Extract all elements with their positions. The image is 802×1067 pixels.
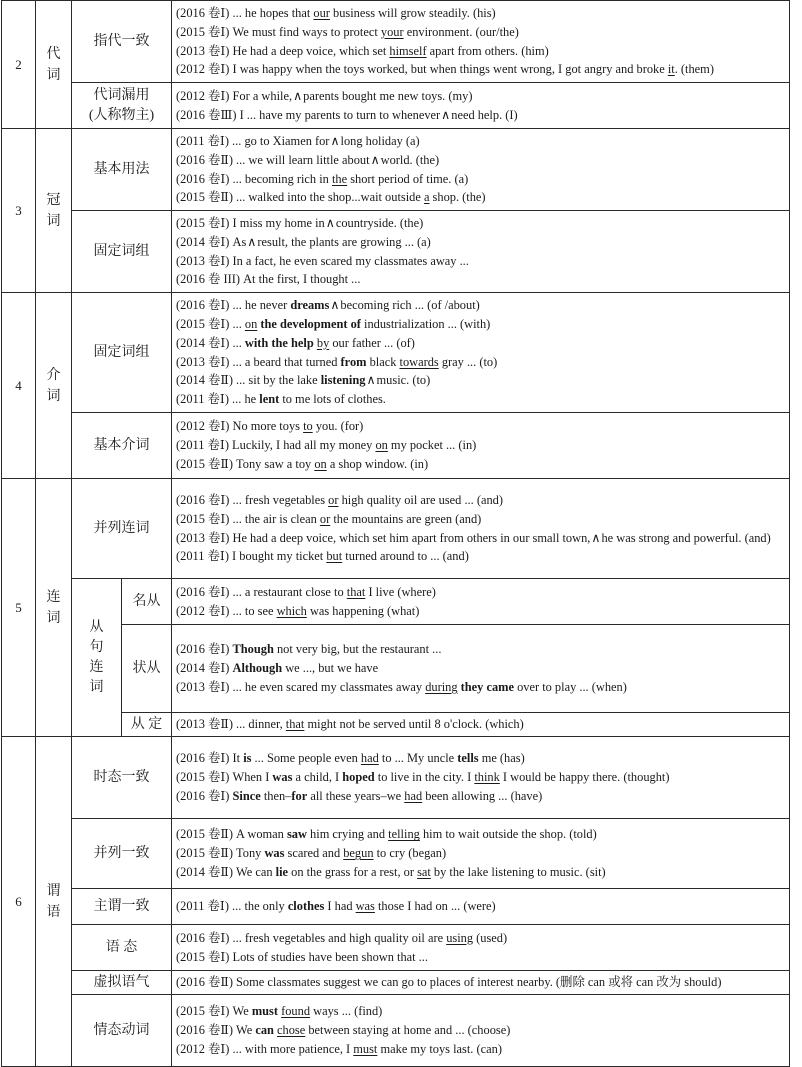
example-text: shop. (the)	[429, 190, 486, 205]
clause-group-label	[72, 579, 122, 737]
example-text: (2012 卷Ⅰ) For a while,	[176, 88, 293, 103]
example-text: music. (to)	[376, 373, 431, 388]
example-text: on the grass for a rest, or	[288, 864, 418, 879]
example-line	[176, 132, 787, 151]
error-word: using	[446, 930, 474, 945]
example-text: high quality oil are used ... (and)	[338, 492, 503, 507]
example-line	[176, 863, 787, 882]
examples-cell	[172, 1, 790, 83]
example-line	[176, 825, 787, 844]
example-line	[176, 659, 787, 678]
example-text: we ..., but we have	[282, 661, 379, 676]
example-line	[176, 948, 787, 967]
example-text: . (them)	[674, 62, 714, 77]
section-number: 4	[2, 293, 36, 479]
example-text: (2015 卷Ⅱ) Tony	[176, 846, 265, 861]
example-line	[176, 510, 787, 529]
error-word: must	[353, 1041, 378, 1056]
key-word: Since	[232, 788, 261, 803]
examples-cell	[172, 579, 790, 625]
section-number: 3	[2, 129, 36, 293]
example-text: to ... My uncle	[378, 751, 458, 766]
example-text: long holiday (a)	[340, 133, 420, 148]
example-text: (2012 卷Ⅰ) ... with more patience, I	[176, 1041, 354, 1056]
key-word: the development of	[260, 316, 361, 331]
subcategory-label	[72, 129, 172, 211]
example-text: I live (where)	[365, 584, 436, 599]
key-word: listening	[320, 373, 366, 388]
insert-caret-icon: ∧	[293, 88, 303, 103]
example-text: (2013 卷Ⅰ) In a fact, he even scared my classmates away ...	[176, 253, 469, 268]
example-line	[176, 106, 787, 125]
example-text: (2016 卷Ⅰ) ... he hopes that	[176, 5, 314, 20]
group-char: 连	[89, 659, 104, 675]
grammar-error-table	[1, 0, 790, 1067]
example-text: need help. (I)	[451, 107, 518, 122]
example-text: gray ... (to)	[438, 354, 498, 369]
table-row	[2, 995, 790, 1067]
label-char: 状	[132, 661, 147, 676]
example-text: (2016 卷Ⅰ) ... fresh vegetables and high quality oil are	[176, 930, 447, 945]
category-char: 词	[46, 67, 61, 83]
example-text: industrialization ... (with)	[360, 316, 491, 331]
table-body	[2, 1, 790, 1067]
example-text: to live in the city. I	[374, 770, 475, 785]
examples-cell	[172, 889, 790, 925]
example-text: (2014 卷Ⅰ)	[176, 661, 233, 676]
example-text: world. (the)	[380, 152, 440, 167]
example-text: short period of time. (a)	[347, 171, 469, 186]
example-line	[176, 1021, 787, 1040]
error-word: that	[346, 584, 366, 599]
category-char: 词	[46, 213, 61, 229]
example-text: (2012 卷Ⅰ) I was happy when the toys worked, but when things went wrong, I got angry and broke	[176, 62, 668, 77]
error-word: was	[355, 899, 375, 914]
subcategory-label	[72, 889, 172, 925]
example-text: (2016 卷Ⅰ) ... a restaurant close to	[176, 584, 347, 599]
clause-type-label	[122, 713, 172, 737]
category-char: 词	[46, 388, 61, 404]
example-text: (2013 卷Ⅰ) ... he even scared my classmates away	[176, 679, 426, 694]
example-text: all these years–we	[307, 788, 405, 803]
example-line	[176, 583, 787, 602]
example-text: (used)	[473, 930, 508, 945]
example-line	[176, 233, 787, 252]
example-text: (2015 卷Ⅰ) I miss my home in	[176, 215, 325, 230]
example-line	[176, 23, 787, 42]
example-line	[176, 417, 787, 436]
example-line	[176, 87, 787, 106]
label-line: 虚拟语气	[93, 974, 150, 990]
label-line: 时态一致	[93, 769, 150, 785]
example-text: I had	[324, 899, 356, 914]
error-word: on	[314, 456, 327, 471]
error-word: telling	[388, 827, 420, 842]
insert-caret-icon: ∧	[330, 133, 340, 148]
example-text: (2016 卷Ⅲ) I ... have my parents to turn to whenever	[176, 107, 441, 122]
example-text: (2015 卷Ⅱ) ... walked into the shop...wait outside	[176, 190, 424, 205]
subcategory-label	[72, 211, 172, 293]
table-row	[2, 413, 790, 479]
key-word: was	[264, 846, 285, 861]
example-text: (2014 卷Ⅰ) As	[176, 234, 247, 249]
label-line: 基本用法	[93, 161, 150, 177]
key-word: lie	[275, 864, 289, 879]
examples-cell	[172, 211, 790, 293]
category-char: 语	[46, 904, 61, 920]
example-text: might not be served until 8 o'clock. (which)	[304, 717, 524, 732]
label-line: (人称物主)	[88, 107, 155, 123]
category-char: 连	[46, 589, 61, 605]
example-line	[176, 787, 787, 806]
example-text: (2014 卷Ⅱ) We can	[176, 864, 276, 879]
example-text: him crying and	[306, 827, 389, 842]
table-row	[2, 83, 790, 129]
example-text: (2011 卷Ⅰ) ... the only	[176, 899, 288, 914]
example-line	[176, 353, 787, 372]
example-text: ways ... (find)	[310, 1004, 383, 1019]
table-row	[2, 293, 790, 413]
example-text: (2014 卷Ⅱ) ... sit by the lake	[176, 373, 321, 388]
example-text: (2013 卷Ⅰ) He had a deep voice, which set him apart from others in our small town,	[176, 530, 591, 545]
example-text: (2016 卷Ⅱ) ... we will learn little about	[176, 152, 370, 167]
example-line	[176, 4, 787, 23]
example-text: my pocket ... (in)	[387, 438, 477, 453]
insert-caret-icon: ∧	[441, 107, 451, 122]
example-text: was happening (what)	[306, 603, 420, 618]
example-text: (2015 卷Ⅱ) Tony saw a toy	[176, 456, 315, 471]
example-text: apart from others. (him)	[426, 43, 549, 58]
subcategory-label	[72, 971, 172, 995]
example-text: (2015 卷Ⅰ) ... the air is clean	[176, 511, 320, 526]
example-text: (2013 卷Ⅱ) ... dinner,	[176, 717, 286, 732]
example-line	[176, 60, 787, 79]
error-word: had	[404, 788, 423, 803]
example-line	[176, 270, 787, 289]
example-line	[176, 214, 787, 233]
example-line	[176, 436, 787, 455]
key-word: tells	[457, 751, 479, 766]
example-text: countryside. (the)	[335, 215, 424, 230]
example-line	[176, 640, 787, 659]
label-line: 基本介词	[93, 437, 150, 453]
example-text: (2013 卷Ⅰ) ... a beard that turned	[176, 354, 341, 369]
category-char: 词	[46, 610, 61, 626]
example-line	[176, 1002, 787, 1021]
example-line	[176, 929, 787, 948]
example-text: (2016 卷Ⅰ) ... fresh vegetables	[176, 492, 329, 507]
example-text: (2016 卷Ⅰ)	[176, 642, 233, 657]
example-line	[176, 547, 787, 566]
example-text: (2015 卷Ⅰ) We must find ways to protect	[176, 24, 381, 39]
example-line	[176, 749, 787, 768]
example-text: over to play ... (when)	[513, 679, 627, 694]
table-row	[2, 971, 790, 995]
section-category	[36, 1, 72, 129]
example-line	[176, 188, 787, 207]
examples-cell	[172, 413, 790, 479]
example-text: (2012 卷Ⅰ) ... to see	[176, 603, 277, 618]
error-word: but	[326, 549, 343, 564]
examples-cell	[172, 293, 790, 413]
example-text: (2016 卷Ⅰ)	[176, 788, 233, 803]
example-line	[176, 715, 787, 734]
example-text: then–	[260, 788, 292, 803]
example-text: he was strong and powerful. (and)	[601, 530, 771, 545]
insert-caret-icon: ∧	[591, 530, 601, 545]
label-line: 固定词组	[93, 243, 150, 259]
example-text: ... Some people even	[251, 751, 361, 766]
insert-caret-icon: ∧	[366, 373, 376, 388]
error-word: the	[331, 171, 348, 186]
group-char: 词	[89, 679, 104, 695]
label-line: 并列连词	[93, 520, 150, 536]
key-word: from	[340, 354, 367, 369]
example-text: turned around to ... (and)	[342, 549, 469, 564]
category-char: 冠	[46, 192, 61, 208]
insert-caret-icon: ∧	[370, 152, 380, 167]
example-text: (2016 卷Ⅰ) ... becoming rich in	[176, 171, 332, 186]
category-char: 谓	[46, 883, 61, 899]
example-text: parents bought me new toys. (my)	[303, 88, 473, 103]
label-char: 从	[146, 594, 161, 609]
table-row	[2, 211, 790, 293]
error-word: during	[425, 679, 458, 694]
example-text: you. (for)	[312, 419, 364, 434]
example-text: scared and	[284, 846, 344, 861]
example-text: been allowing ... (have)	[422, 788, 543, 803]
key-word: Although	[232, 661, 283, 676]
key-word: clothes	[287, 899, 325, 914]
insert-caret-icon: ∧	[325, 215, 335, 230]
error-word: to	[303, 419, 313, 434]
key-word: for	[291, 788, 308, 803]
error-word: on	[244, 316, 258, 331]
error-word: think	[474, 770, 500, 785]
example-text: (2014 卷Ⅰ) ...	[176, 335, 245, 350]
table-row	[2, 1, 790, 83]
section-number: 5	[2, 479, 36, 737]
example-text: to cry (began)	[373, 846, 447, 861]
insert-caret-icon: ∧	[247, 234, 257, 249]
example-line	[176, 455, 787, 474]
example-line	[176, 334, 787, 353]
key-word: lent	[259, 392, 280, 407]
example-text: (2016 卷 III) At the first, I thought ...	[176, 272, 361, 287]
key-word: they came	[460, 679, 514, 694]
error-word: himself	[389, 43, 427, 58]
error-word: that	[285, 717, 305, 732]
insert-caret-icon: ∧	[330, 298, 340, 313]
key-word: can	[255, 1023, 274, 1038]
example-line	[176, 371, 787, 390]
example-text: environment. (our/the)	[403, 24, 519, 39]
example-text: I would be happy there. (thought)	[499, 770, 670, 785]
examples-cell	[172, 819, 790, 889]
key-word: is	[243, 751, 252, 766]
category-char: 介	[46, 367, 61, 383]
error-word: begun	[343, 846, 374, 861]
key-word: was	[272, 770, 293, 785]
subcategory-label	[72, 83, 172, 129]
example-text: black	[366, 354, 400, 369]
category-char: 代	[46, 46, 61, 62]
table-row	[2, 579, 790, 625]
subcategory-label	[72, 819, 172, 889]
label-char: 从 定	[130, 717, 163, 732]
key-word: hoped	[342, 770, 375, 785]
label-line: 固定词组	[93, 344, 150, 360]
examples-cell	[172, 713, 790, 737]
example-text: a child, I	[292, 770, 343, 785]
example-text: (2015 卷Ⅰ) When I	[176, 770, 273, 785]
table-row	[2, 129, 790, 211]
error-word: or	[328, 492, 339, 507]
example-text: him to wait outside the shop. (told)	[419, 827, 597, 842]
example-text: (2011 卷Ⅰ) I bought my ticket	[176, 549, 327, 564]
label-line: 情态动词	[93, 1022, 150, 1038]
examples-cell	[172, 479, 790, 579]
example-line	[176, 170, 787, 189]
label-char: 名	[132, 594, 147, 609]
group-char: 句	[89, 639, 104, 655]
section-category	[36, 737, 72, 1067]
clause-type-label	[122, 579, 172, 625]
example-text: the mountains are green (and)	[330, 511, 482, 526]
key-word: saw	[286, 827, 307, 842]
examples-cell	[172, 83, 790, 129]
example-text: (2016 卷Ⅰ) It	[176, 751, 244, 766]
label-line: 指代一致	[93, 33, 150, 49]
label-char: 从	[146, 661, 161, 676]
examples-cell	[172, 995, 790, 1067]
label-line: 主谓一致	[93, 898, 150, 914]
section-number: 2	[2, 1, 36, 129]
error-word: sat	[417, 864, 431, 879]
example-line	[176, 491, 787, 510]
label-line: 并列一致	[93, 845, 150, 861]
example-text: (2012 卷Ⅰ) No more toys	[176, 419, 304, 434]
subcategory-label	[72, 479, 172, 579]
example-text: (2013 卷Ⅰ) He had a deep voice, which set	[176, 43, 390, 58]
example-text: (2016 卷Ⅰ) ... he never	[176, 298, 291, 313]
subcategory-label	[72, 293, 172, 413]
example-line	[176, 897, 787, 916]
example-line	[176, 315, 787, 334]
example-text: me (has)	[478, 751, 525, 766]
example-line	[176, 678, 787, 697]
error-word: our	[313, 5, 330, 20]
table-row	[2, 479, 790, 579]
example-text: (2016 卷Ⅱ) Some classmates suggest we can go to places of interest nearby. (删除 can 或将 can 改为 should)	[176, 975, 722, 990]
label-line: 语 态	[105, 939, 138, 955]
example-text: those I had on ... (were)	[374, 899, 496, 914]
table-row	[2, 925, 790, 971]
error-word: found	[281, 1004, 311, 1019]
example-text: (2015 卷Ⅱ) A woman	[176, 827, 287, 842]
example-line	[176, 252, 787, 271]
subcategory-label	[72, 413, 172, 479]
section-category	[36, 293, 72, 479]
error-word: chose	[277, 1023, 306, 1038]
examples-cell	[172, 625, 790, 713]
example-text: to me lots of clothes.	[279, 392, 386, 407]
error-word: or	[319, 511, 331, 526]
example-text: (2011 卷Ⅰ) Luckily, I had all my money	[176, 438, 376, 453]
example-text: not very big, but the restaurant ...	[273, 642, 442, 657]
example-text: between staying at home and ... (choose)	[305, 1023, 511, 1038]
group-char: 从	[89, 619, 104, 635]
example-line	[176, 151, 787, 170]
label-line: 代词漏用	[93, 87, 150, 103]
table-row	[2, 737, 790, 819]
examples-cell	[172, 129, 790, 211]
example-text: make my toys last. (can)	[377, 1041, 502, 1056]
error-word: a	[423, 190, 430, 205]
section-category	[36, 129, 72, 293]
key-word: must	[251, 1004, 278, 1019]
error-word: had	[360, 751, 379, 766]
examples-cell	[172, 925, 790, 971]
example-text: result, the plants are growing ... (a)	[257, 234, 431, 249]
example-text: business will grow steadily. (his)	[329, 5, 496, 20]
example-text: (2015 卷Ⅰ) We	[176, 1004, 252, 1019]
subcategory-label	[72, 737, 172, 819]
error-word: towards	[399, 354, 439, 369]
clause-type-label	[122, 625, 172, 713]
example-text: (2016 卷Ⅱ) We	[176, 1023, 256, 1038]
example-line	[176, 602, 787, 621]
example-line	[176, 296, 787, 315]
error-word: it	[667, 62, 675, 77]
examples-cell	[172, 737, 790, 819]
subcategory-label	[72, 925, 172, 971]
example-line	[176, 844, 787, 863]
error-word: which	[276, 603, 307, 618]
example-line	[176, 390, 787, 409]
example-text: a shop window. (in)	[326, 456, 429, 471]
examples-cell	[172, 971, 790, 995]
example-line	[176, 42, 787, 61]
key-word: dreams	[290, 298, 330, 313]
subcategory-label	[72, 995, 172, 1067]
example-text: (2011 卷Ⅰ) ... go to Xiamen for	[176, 133, 330, 148]
table-row	[2, 819, 790, 889]
section-category	[36, 479, 72, 737]
error-word: by	[316, 335, 330, 350]
section-number: 6	[2, 737, 36, 1067]
example-line	[176, 973, 787, 992]
error-word: on	[375, 438, 388, 453]
table-row	[2, 889, 790, 925]
key-word: with the help	[244, 335, 314, 350]
example-line	[176, 768, 787, 787]
example-text: becoming rich ... (of /about)	[340, 298, 480, 313]
example-text: (2015 卷Ⅰ) ...	[176, 316, 245, 331]
error-word: your	[380, 24, 404, 39]
example-text: by the lake listening to music. (sit)	[430, 864, 606, 879]
example-line	[176, 529, 787, 548]
subcategory-label	[72, 1, 172, 83]
key-word: Though	[232, 642, 274, 657]
example-text: (2011 卷Ⅰ) ... he	[176, 392, 260, 407]
example-line	[176, 1040, 787, 1059]
example-text: (2015 卷Ⅰ) Lots of studies have been shown that ...	[176, 949, 428, 964]
example-text: our father ... (of)	[329, 335, 415, 350]
